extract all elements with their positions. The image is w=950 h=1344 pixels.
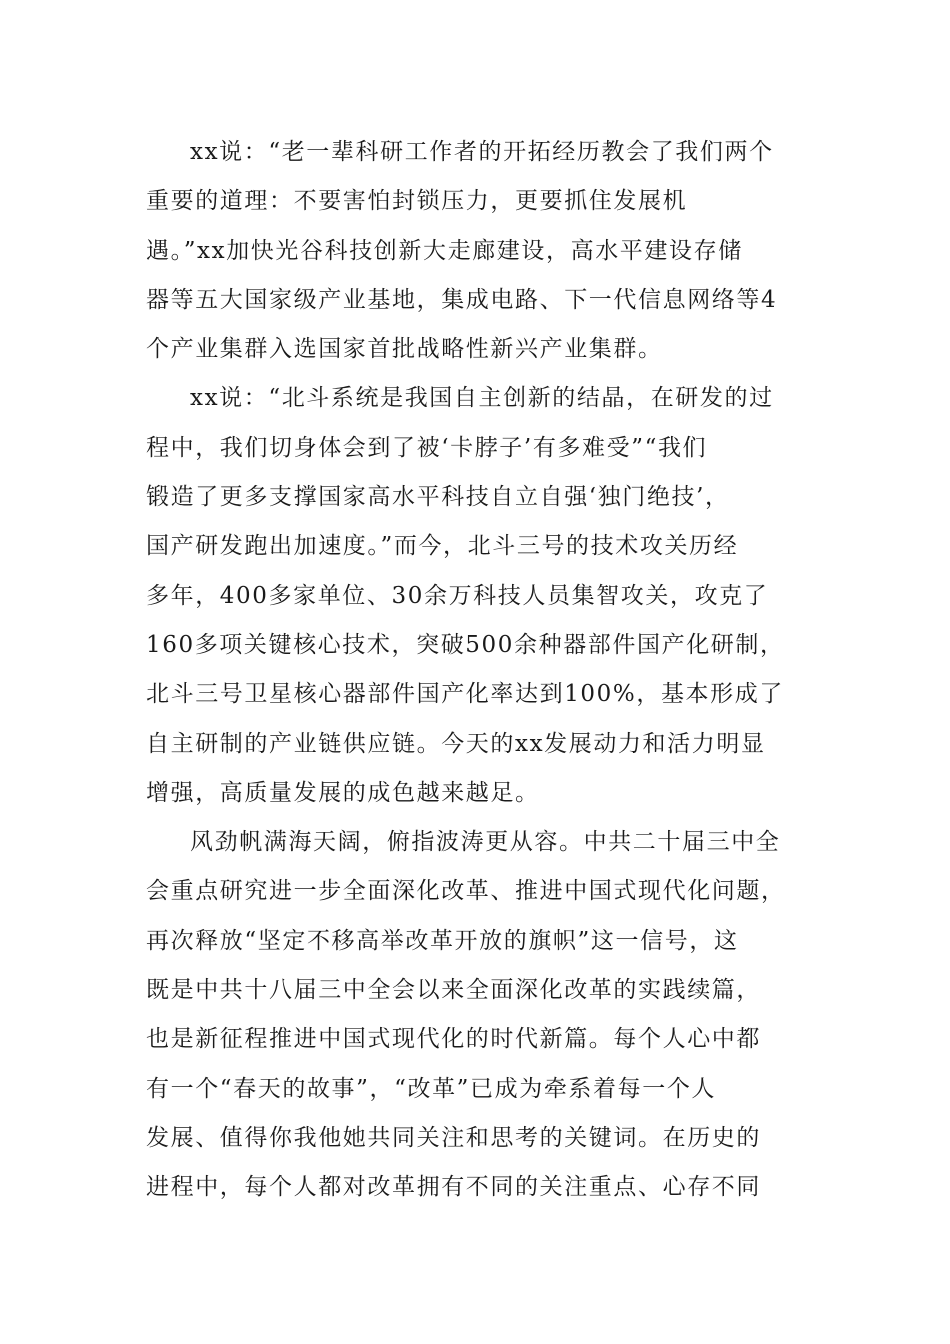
text-line: 重要的道理：不要害怕封锁压力，更要抓住发展机 bbox=[146, 188, 688, 215]
text-line: 也是新征程推进中国式现代化的时代新篇。每个人心中都 bbox=[146, 1026, 761, 1053]
text-line: xx说：“老一辈科研工作者的开拓经历教会了我们两个 bbox=[190, 139, 774, 165]
text-line: xx说：“北斗系统是我国自主创新的结晶，在研发的过 bbox=[190, 385, 774, 412]
text-line: 多年，400多家单位、30余万科技人员集智攻关，攻克了 bbox=[146, 582, 769, 609]
text-line: 锻造了更多支撑国家高水平科技自立自强‘独门绝技’， bbox=[146, 484, 730, 511]
text-line: 遇。”xx加快光谷科技创新大走廊建设，高水平建设存储 bbox=[146, 237, 743, 264]
text-line: 自主研制的产业链供应链。今天的xx发展动力和活力明显 bbox=[146, 730, 766, 757]
text-line: 会重点研究进一步全面深化改革、推进中国式现代化问题， bbox=[146, 878, 786, 905]
text-line: 北斗三号卫星核心器部件国产化率达到100%，基本形成了 bbox=[146, 681, 784, 708]
text-line: 既是中共十八届三中全会以来全面深化改革的实践续篇， bbox=[146, 977, 761, 1004]
body-text bbox=[146, 128, 806, 1213]
text-line: 进程中，每个人都对改革拥有不同的关注重点、心存不同 bbox=[146, 1174, 761, 1201]
text-line: 个产业集群入选国家首批战略性新兴产业集群。 bbox=[146, 336, 663, 363]
text-line: 国产研发跑出加速度。”而今，北斗三号的技术攻关历经 bbox=[146, 533, 739, 560]
paragraph-2 bbox=[146, 374, 806, 818]
text-line: 有一个“春天的故事”，“改革”已成为牵系着每一个人 bbox=[146, 1075, 717, 1102]
text-line: 再次释放“坚定不移高举改革开放的旗帜”这一信号，这 bbox=[146, 927, 739, 954]
text-line: 增强，高质量发展的成色越来越足。 bbox=[146, 779, 540, 806]
paragraph-1 bbox=[146, 128, 806, 374]
text-line: 程中，我们切身体会到了被‘卡脖子’有多难受”“我们 bbox=[146, 434, 708, 461]
text-line: 160多项关键核心技术，突破500余种器部件国产化研制， bbox=[146, 631, 785, 658]
paragraph-3 bbox=[146, 818, 806, 1212]
text-line: 器等五大国家级产业基地，集成电路、下一代信息网络等4 bbox=[146, 286, 778, 313]
text-line: 风劲帆满海天阔，俯指波涛更从容。中共二十届三中全 bbox=[190, 829, 781, 856]
text-line: 发展、值得你我他她共同关注和思考的关键词。在历史的 bbox=[146, 1124, 761, 1151]
